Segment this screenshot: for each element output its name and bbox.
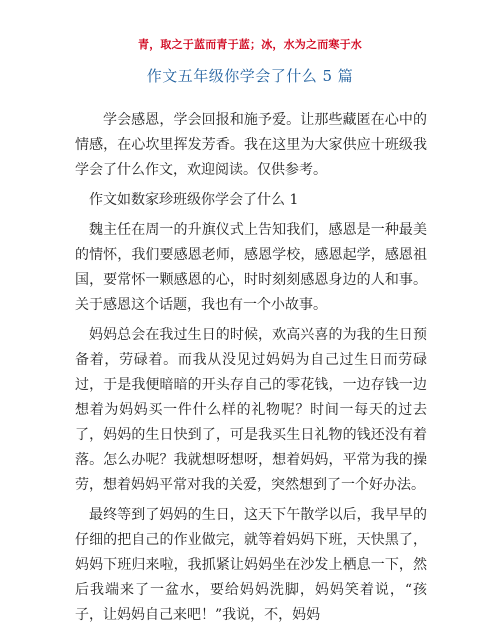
header-quote: 青，取之于蓝而青于蓝；冰，水为之而寒于水 (138, 38, 362, 51)
document-title: 作文五年级你学会了什么 5 篇 (146, 67, 354, 85)
document-body (75, 108, 427, 633)
body-paragraph: 最终等到了妈妈的生日，这天下午散学以后，我早早的仔细的把自己的作业做完，就等着妈妈下班，天快黑了，妈妈下班归来啦，我抓紧让妈妈坐在沙发上栖息一下，然后我端来了一盆水，要给妈妈洗脚，妈妈笑着说，“孩子，让妈妈自己来吧！”我说，不，妈妈 (75, 507, 427, 623)
body-paragraph: 魏主任在周一的升旗仪式上告知我们，感恩是一种最美的情怀，我们要感恩老师，感恩学校，感恩起学，感恩祖国，要常怀一颗感恩的心，时时刻刻感恩身边的人和事。关于感恩这个话题，我也有一个小故事。 (75, 222, 427, 313)
body-paragraph: 妈妈总会在我过生日的时候，欢高兴喜的为我的生日预备着，劳碌着。而我从没见过妈妈为自己过生日而劳碌过，于是我便暗暗的开头存自己的零花钱，一边存钱一边想着为妈妈买一件什么样的礼物呢？时间一每天的过去了，妈妈的生日快到了，可是我买生日礼物的钱还没有着落。怎么办呢？我就想呀想呀，想着妈妈，平常为我的操劳，想着妈妈平常对我的关爱，突然想到了一个好办法。 (75, 327, 427, 493)
intro-paragraph: 学会感恩，学会回报和施予爱。让那些藏匿在心中的情感，在心坎里挥发芳香。我在这里为大家供应十班级我学会了什么作文，欢迎阅读。仅供参考。 (75, 112, 427, 178)
section-heading: 作文如数家珍班级你学会了什么 1 (89, 192, 299, 208)
